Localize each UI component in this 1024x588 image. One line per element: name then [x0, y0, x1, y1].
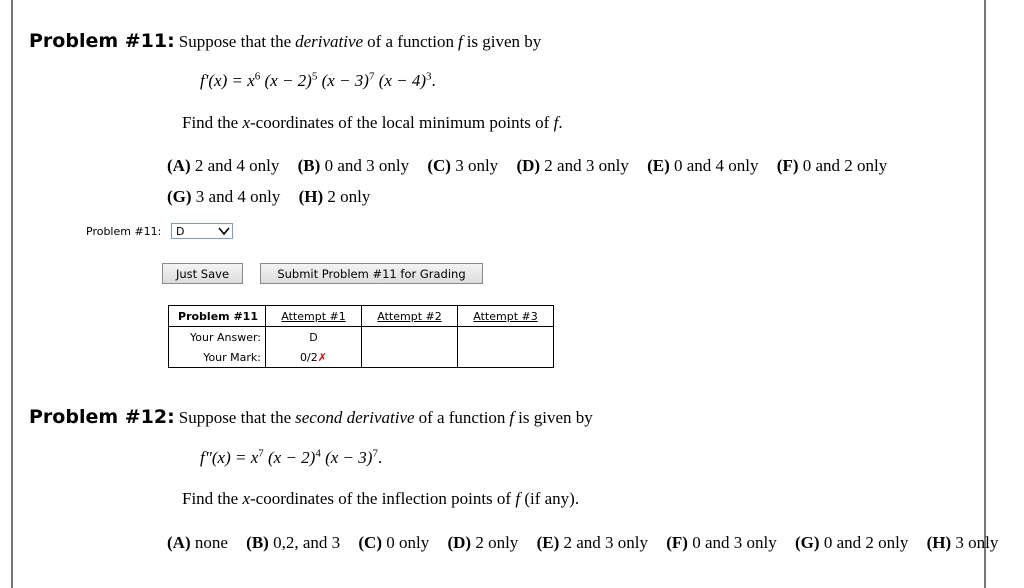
- answer-select-value: D: [176, 225, 185, 238]
- eq-term: (x − 3): [325, 448, 373, 467]
- problem-11-choices-row2: [167, 187, 384, 207]
- intro-text: is given by: [466, 32, 542, 51]
- attempt-2-mark: [362, 347, 458, 368]
- choice-g: (G) 3 and 4 only: [167, 187, 281, 206]
- eq-period: .: [377, 448, 383, 467]
- attempt-3-header[interactable]: [458, 306, 554, 327]
- intro-text: is given by: [518, 408, 593, 427]
- choice-h: (H) 3 only: [926, 533, 999, 552]
- eq-term: x: [250, 448, 259, 467]
- problem-11-equation: [200, 71, 436, 91]
- equation-lhs: f"(x) =: [200, 448, 247, 467]
- eq-exponent: 7: [368, 70, 375, 83]
- function-symbol: f: [515, 489, 521, 508]
- question-text: (if any).: [524, 489, 580, 508]
- intro-text: of a function: [367, 32, 454, 51]
- table-row: [169, 306, 554, 327]
- variable-x: x: [242, 489, 250, 508]
- intro-text: Suppose that the: [178, 408, 292, 427]
- attempts-table: [168, 305, 554, 368]
- question-text: .: [558, 113, 563, 132]
- eq-period: .: [431, 71, 436, 90]
- problem-11-choices-row1: [167, 156, 901, 176]
- choice-e: (E) 2 and 3 only: [536, 533, 649, 552]
- choice-b: (B) 0,2, and 3: [246, 533, 341, 552]
- eq-term: x: [247, 71, 255, 90]
- problem-11-statement: [29, 30, 541, 52]
- attempt-3-link[interactable]: Attempt #3: [473, 309, 538, 323]
- eq-exponent: 6: [254, 70, 261, 83]
- function-symbol: f: [509, 408, 515, 427]
- attempt-1-answer: D: [266, 327, 362, 348]
- function-symbol: f: [457, 32, 463, 51]
- eq-term: (x − 4): [378, 71, 427, 90]
- your-answer-label: Your Answer:: [169, 327, 266, 348]
- attempt-2-header[interactable]: [362, 306, 458, 327]
- eq-exponent: 5: [311, 70, 318, 83]
- problem-12-statement: [29, 406, 593, 428]
- choice-h: (H) 2 only: [298, 187, 371, 206]
- intro-emphasis: second derivative: [295, 408, 415, 427]
- choice-a: (A) 2 and 4 only: [167, 156, 280, 175]
- equation-lhs: f'(x) =: [200, 71, 243, 90]
- eq-exponent: 4: [315, 447, 321, 460]
- choice-f: (F) 0 and 3 only: [666, 533, 777, 552]
- table-row: [169, 347, 554, 368]
- eq-term: (x − 3): [321, 71, 369, 90]
- intro-text: of a function: [418, 408, 506, 427]
- problem-11-title: Problem #11:: [29, 30, 175, 52]
- attempt-1-mark: [266, 347, 362, 368]
- attempt-3-mark: [458, 347, 554, 368]
- problem-12-choices: [167, 533, 998, 553]
- eq-term: (x − 2): [268, 448, 316, 467]
- eq-term: (x − 2): [264, 71, 312, 90]
- problem-12-question: [182, 489, 579, 509]
- choice-g: (G) 0 and 2 only: [795, 533, 909, 552]
- question-text: -coordinates of the local minimum points of: [250, 113, 550, 132]
- eq-exponent: 3: [426, 70, 432, 83]
- chevron-down-icon: [218, 227, 230, 236]
- question-text: Find the: [182, 113, 239, 132]
- choice-a: (A) none: [167, 533, 228, 552]
- choice-e: (E) 0 and 4 only: [647, 156, 759, 175]
- attempt-3-answer: [458, 327, 554, 348]
- problem-11-question: [182, 113, 563, 133]
- choice-b: (B) 0 and 3 only: [297, 156, 410, 175]
- question-text: -coordinates of the inflection points of: [250, 489, 512, 508]
- attempt-2-link[interactable]: Attempt #2: [377, 309, 442, 323]
- choice-c: (C) 3 only: [427, 156, 499, 175]
- eq-exponent: 7: [372, 447, 378, 460]
- table-row: [169, 327, 554, 348]
- eq-exponent: 7: [258, 447, 264, 460]
- answer-select-label: Problem #11:: [86, 225, 162, 238]
- choice-d: (D) 2 and 3 only: [516, 156, 629, 175]
- wrong-icon: ✗: [317, 350, 327, 364]
- answer-select[interactable]: [171, 223, 233, 239]
- problem-12-equation: [200, 448, 382, 468]
- choice-d: (D) 2 only: [447, 533, 519, 552]
- intro-emphasis: derivative: [295, 32, 364, 51]
- attempt-1-link[interactable]: Attempt #1: [281, 309, 346, 323]
- intro-text: Suppose that the: [178, 32, 292, 51]
- attempt-2-answer: [362, 327, 458, 348]
- variable-x: x: [242, 113, 250, 132]
- your-mark-label: Your Mark:: [169, 347, 266, 368]
- submit-button[interactable]: Submit Problem #11 for Grading: [260, 263, 483, 284]
- function-symbol: f: [553, 113, 559, 132]
- choice-f: (F) 0 and 2 only: [776, 156, 888, 175]
- just-save-button[interactable]: Just Save: [162, 263, 243, 284]
- table-header-problem: Problem #11: [169, 306, 266, 327]
- question-text: Find the: [182, 489, 239, 508]
- problem-12-title: Problem #12:: [29, 406, 175, 428]
- mark-value: 0/2: [300, 350, 318, 364]
- attempt-1-header[interactable]: [266, 306, 362, 327]
- choice-c: (C) 0 only: [358, 533, 430, 552]
